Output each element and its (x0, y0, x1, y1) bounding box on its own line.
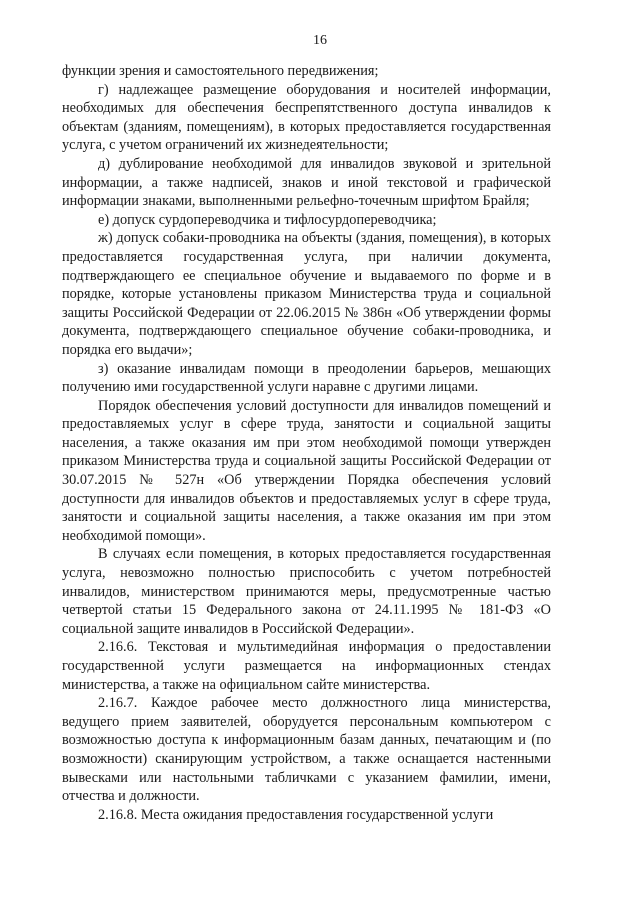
paragraph: 2.16.6. Текстовая и мультимедийная информация о предоставлении государственной услуги размещается на информационных стендах министерства, а также на официальном сайте министерства. (62, 639, 551, 693)
paragraph: г) надлежащее размещение оборудования и носителей информации, необходимых для обеспечения беспрепятственного доступа инвалидов к объектам (зданиям, помещениям), в которых предоставляется государственная услуга, с учетом ограничений их жизнедеятельности; (62, 81, 551, 154)
paragraph: ж) допуск собаки-проводника на объекты (здания, помещения), в которых предоставляется государственная услуга, при наличии документа, подтверждающего ее специальное обучение и выдаваемого по форме и в порядке, которые установлены приказом Министерства труда и социальной защиты Российской Федерации от 22.06.2015 № 386н «Об утверждении формы документа, подтверждающего специальное обучение собаки-проводника, и порядка его выдачи»; (62, 230, 551, 358)
paragraph: 2.16.7. Каждое рабочее место должностного лица министерства, ведущего прием заявителей, оборудуется персональным компьютером с возможностью доступа к информационным базам данных, печатающим и (по возможности) сканирующим устройством, а также оснащается настенными вывесками или настольными табличками с указанием фамилии, имени, отчества и должности. (62, 695, 551, 805)
paragraph: е) допуск сурдопереводчика и тифлосурдопереводчика; (98, 211, 437, 228)
paragraph: д) дублирование необходимой для инвалидов звуковой и зрительной информации, а также надписей, знаков и иной текстовой и графической информации знаками, выполненными рельефно-точечным шрифтом Брайля; (62, 155, 551, 210)
paragraph: В случаях если помещения, в которых предоставляется государственная услуга, невозможно полностью приспособить с учетом потребностей инвалидов, министерством принимаются меры, предусмотренные частью четвертой статьи 15 Федерального закона от 24.11.1995 № 181-ФЗ «О социальной защите инвалидов в Российской Федерации». (62, 546, 551, 637)
paragraph: Порядок обеспечения условий доступности для инвалидов помещений и предоставляемых услуг в сфере труда, занятости и социальной защиты населения, а также оказания им при этом необходимой помощи утвержден приказом Министерства труда и социальной защиты Российской Федерации от 30.07.2015 № 527н «Об утверждении Порядка обеспечения условий доступности для инвалидов объектов и предоставляемых услуг в сфере труда, занятости и социальной защиты населения, а также оказания им при этом необходимой помощи». (62, 397, 551, 544)
document-body (62, 62, 551, 824)
paragraph: функции зрения и самостоятельного передвижения; (62, 63, 379, 79)
paragraph: з) оказание инвалидам помощи в преодолении барьеров, мешающих получению ими государственной услуги наравне с другими лицами. (62, 360, 551, 396)
paragraph: 2.16.8. Места ожидания предоставления государственной услуги (98, 806, 494, 823)
page-number: 16 (313, 33, 327, 48)
